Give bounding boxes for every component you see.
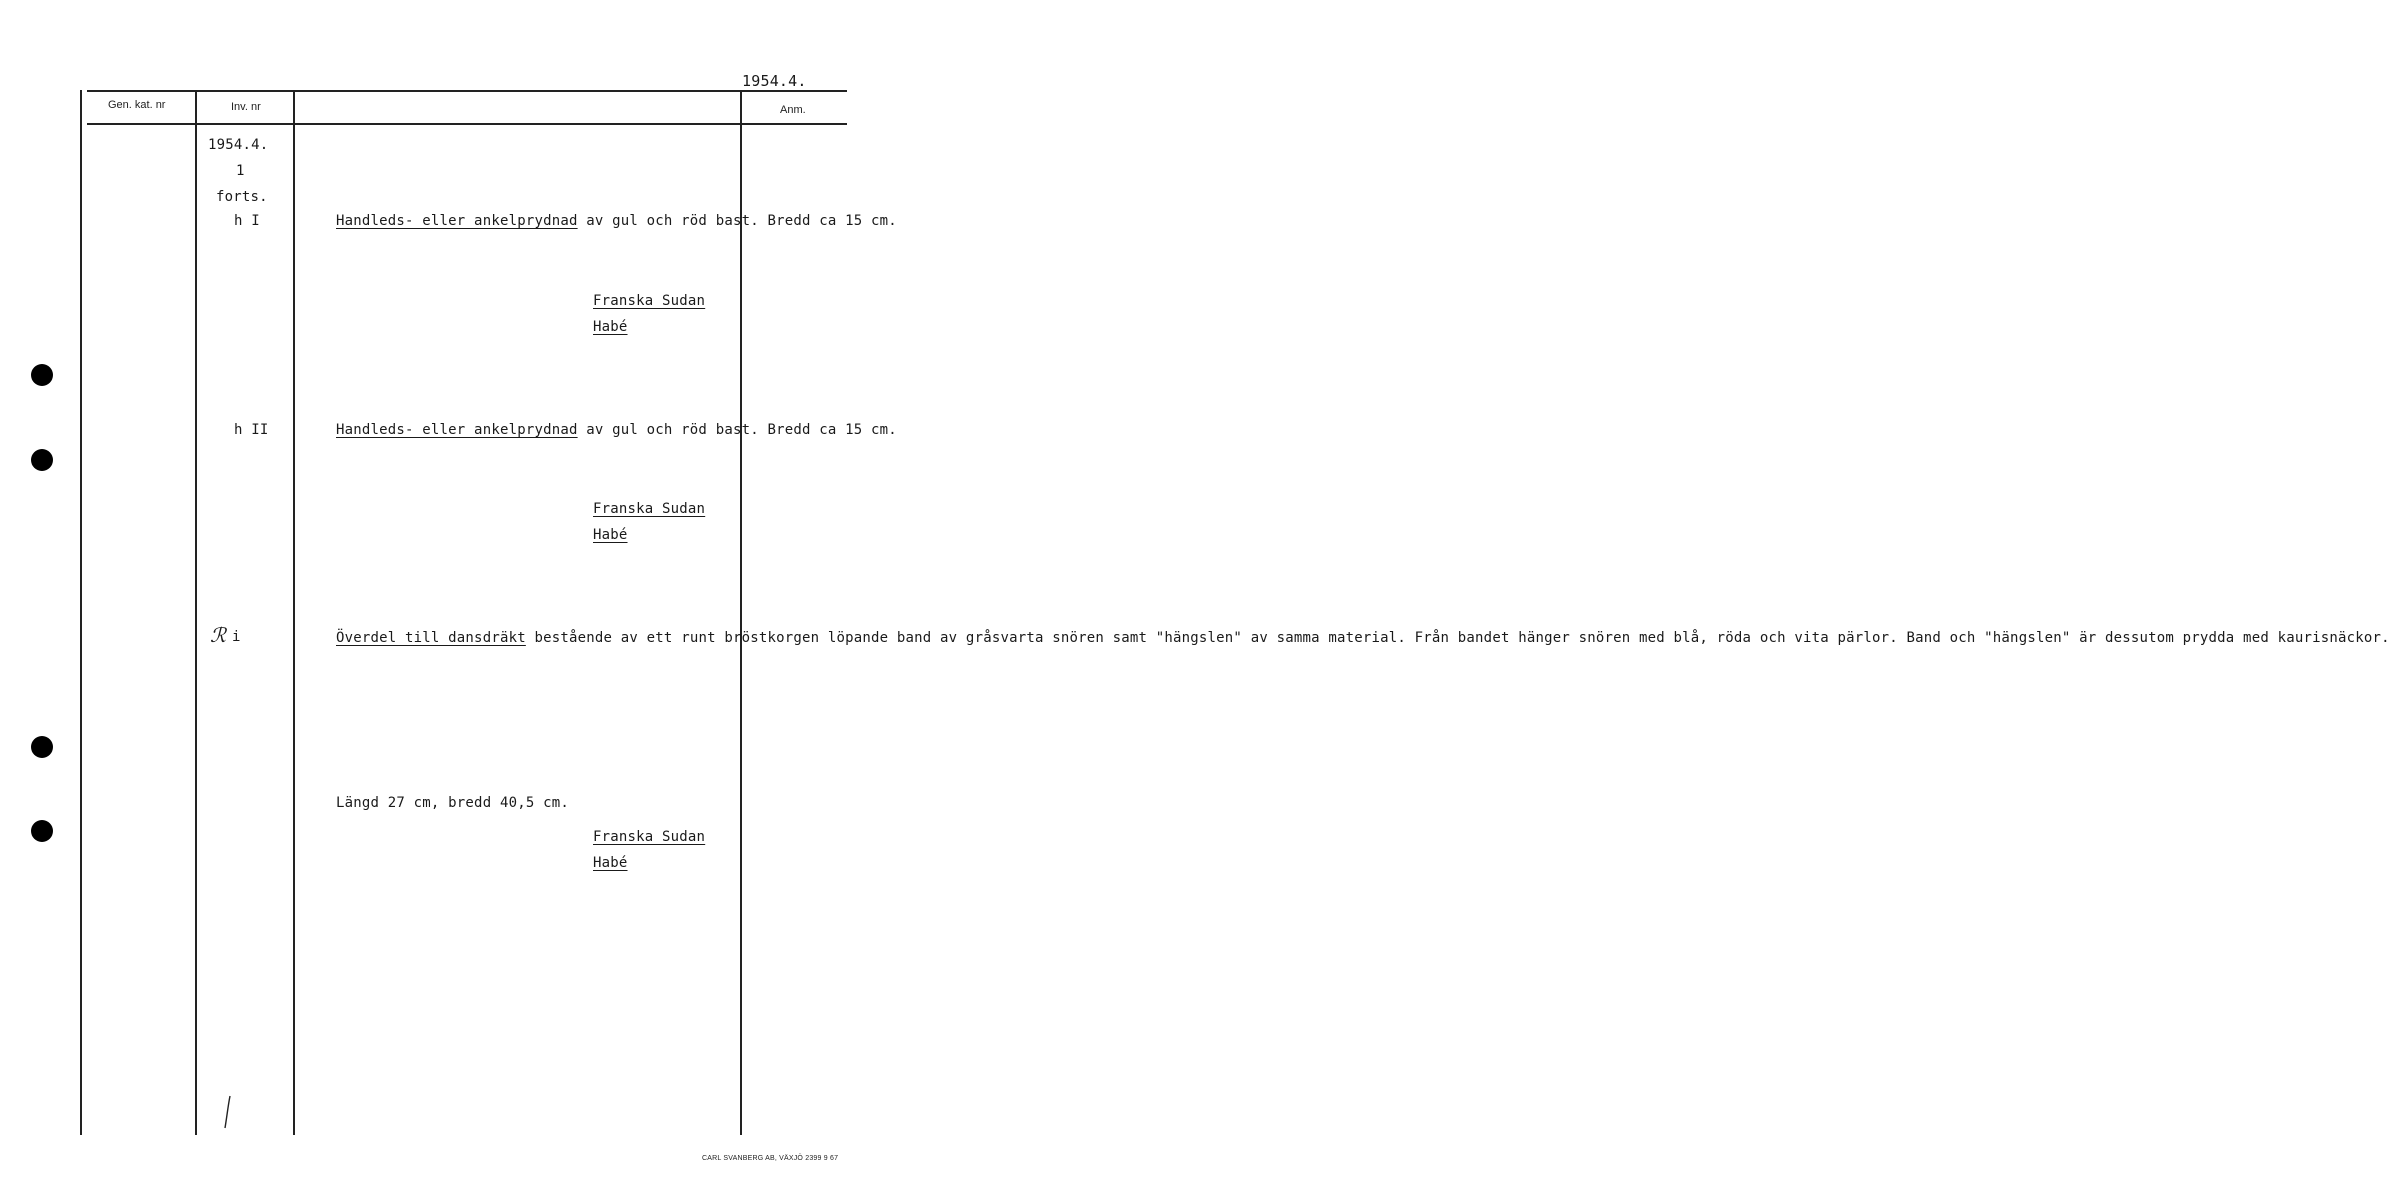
entry-text: Bredd ca 15 cm. [767,422,897,438]
column-rule-anm [740,90,742,1135]
header-bottom-rule [87,123,847,125]
entry-text: runt bröstkorgen löpande band av gråsvarta [681,630,1044,646]
entry-text: och vita pärlor. Band och "hängslen" är [1759,630,2097,646]
entry-text: Bredd ca 15 cm. [767,213,897,229]
entry-text: snören samt "hängslen" av samma material. [1052,630,1407,646]
entry-keyword: Överdel till dansdräkt [336,630,526,646]
entry-measurements: Längd 27 cm, bredd 40,5 cm. [336,795,569,811]
entry-people: Habé [593,855,628,871]
pen-stroke-mark [222,1094,234,1130]
entry-label: h II [234,422,269,438]
entry-description [336,625,2390,651]
entry-people: Habé [593,527,628,543]
entry-place: Franska Sudan [593,829,706,845]
entry-description [336,208,897,234]
punch-hole [31,736,53,758]
punch-hole [31,820,53,842]
column-rule-inv-left [195,90,197,1135]
inv-number: 1954.4. [208,137,269,153]
header-anm: Anm. [780,104,806,116]
entry-text: dessutom prydda med kaurisnäckor. [2105,630,2390,646]
punch-hole [31,449,53,471]
entry-place: Franska Sudan [593,293,706,309]
entry-keyword: Handleds- eller ankelprydnad [336,213,578,229]
header-inv-nr: Inv. nr [231,101,261,113]
entry-text: av gul och röd [577,213,708,229]
entry-description [336,417,897,443]
entry-place: Franska Sudan [593,501,706,517]
column-rule-left [80,90,82,1135]
inv-subnumber: 1 [236,163,245,179]
page-reference: 1954.4. [742,72,807,90]
entry-text: bast. [715,422,759,438]
entry-text: bast. [715,213,759,229]
entry-label: i [232,629,241,645]
printer-footer: CARL SVANBERG AB, VÄXJÖ 2399 9 67 [702,1155,839,1162]
punch-hole [31,364,53,386]
entry-people: Habé [593,319,628,335]
entry-keyword: Handleds- eller ankelprydnad [336,422,578,438]
entry-text: av gul och röd [577,422,708,438]
entry-text: Från bandet hänger snören med blå, röda [1414,630,1752,646]
column-rule-inv-right [293,90,295,1135]
entry-label-handwritten: ℛ [210,623,227,647]
entry-text: bestående av ett [525,630,673,646]
entry-label: h I [234,213,260,229]
inv-continued: forts. [216,189,268,205]
header-gen-kat-nr: Gen. kat. nr [108,99,166,111]
header-top-rule [87,90,847,92]
